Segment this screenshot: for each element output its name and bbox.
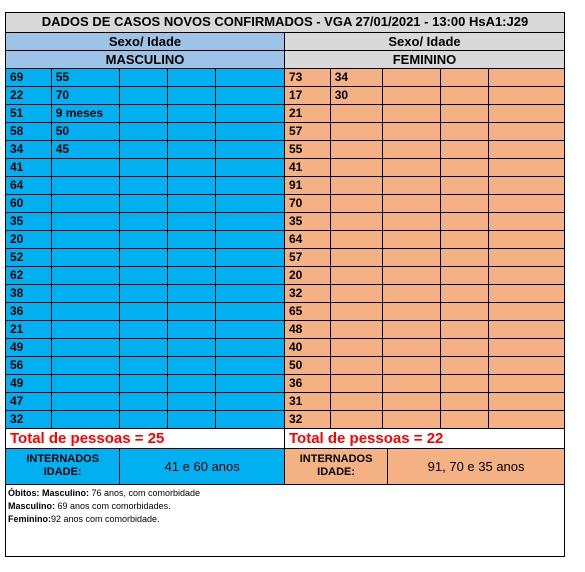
empty-cell <box>216 411 285 429</box>
empty-cell <box>441 393 489 411</box>
sexo-idade-right: Sexo/ Idade <box>285 33 564 51</box>
masculino-age-cell <box>52 303 121 321</box>
empty-cell <box>383 141 441 159</box>
table-row <box>6 231 564 249</box>
empty-cell <box>120 123 168 141</box>
empty-cell <box>441 411 489 429</box>
table-row <box>6 285 564 303</box>
masculino-age-cell: 47 <box>6 393 52 411</box>
empty-cell <box>441 177 489 195</box>
empty-cell <box>383 393 441 411</box>
feminino-age-cell <box>331 249 383 267</box>
empty-cell <box>441 123 489 141</box>
empty-cell <box>216 159 285 177</box>
feminino-age-cell <box>331 375 383 393</box>
internados-value-left: 41 e 60 anos <box>120 449 285 485</box>
masculino-age-cell: 38 <box>6 285 52 303</box>
feminino-age-cell: 31 <box>285 393 331 411</box>
masculino-age-cell: 69 <box>6 69 52 87</box>
empty-cell <box>489 177 564 195</box>
empty-cell <box>441 267 489 285</box>
empty-cell <box>441 195 489 213</box>
feminino-age-cell <box>331 285 383 303</box>
empty-cell <box>383 123 441 141</box>
empty-cell <box>383 357 441 375</box>
masculino-age-cell: 56 <box>6 357 52 375</box>
feminino-age-cell <box>331 411 383 429</box>
empty-cell <box>216 177 285 195</box>
internados-label-left-text: INTERNADOS IDADE: <box>26 453 100 478</box>
table-row <box>6 321 564 339</box>
empty-cell <box>489 249 564 267</box>
report-title: DADOS DE CASOS NOVOS CONFIRMADOS - VGA 27/01/2021 - 13:00 HsA1:J29 <box>6 13 564 33</box>
feminino-age-cell: 57 <box>285 123 331 141</box>
masculino-age-cell: 20 <box>6 231 52 249</box>
note-feminino <box>8 513 564 526</box>
empty-cell <box>168 159 216 177</box>
empty-cell <box>120 177 168 195</box>
empty-cell <box>489 69 564 87</box>
masculino-age-cell: 62 <box>6 267 52 285</box>
sexo-idade-row <box>6 33 564 51</box>
empty-cell <box>120 231 168 249</box>
empty-cell <box>383 321 441 339</box>
empty-cell <box>489 141 564 159</box>
masculino-age-cell <box>52 357 121 375</box>
empty-cell <box>168 393 216 411</box>
empty-cell <box>489 393 564 411</box>
data-rows <box>6 69 564 429</box>
feminino-age-cell <box>331 159 383 177</box>
table-row <box>6 393 564 411</box>
masculino-age-cell: 36 <box>6 303 52 321</box>
masculino-age-cell: 58 <box>6 123 52 141</box>
masculino-age-cell: 49 <box>6 375 52 393</box>
empty-cell <box>216 339 285 357</box>
empty-cell <box>216 321 285 339</box>
empty-cell <box>441 231 489 249</box>
empty-cell <box>489 159 564 177</box>
empty-cell <box>120 339 168 357</box>
notes <box>6 485 564 526</box>
empty-cell <box>489 303 564 321</box>
note-masc-text: 69 anos com comorbidades. <box>55 501 171 511</box>
empty-cell <box>168 285 216 303</box>
feminino-age-cell <box>331 105 383 123</box>
feminino-age-cell: 48 <box>285 321 331 339</box>
empty-cell <box>489 411 564 429</box>
cases-table <box>5 12 565 557</box>
empty-cell <box>383 285 441 303</box>
feminino-age-cell: 20 <box>285 267 331 285</box>
empty-cell <box>383 213 441 231</box>
feminino-age-cell <box>331 267 383 285</box>
masculino-age-cell: 60 <box>6 195 52 213</box>
empty-cell <box>168 375 216 393</box>
empty-cell <box>383 69 441 87</box>
table-row <box>6 339 564 357</box>
empty-cell <box>441 357 489 375</box>
masculino-age-cell <box>52 231 121 249</box>
table-row <box>6 141 564 159</box>
empty-cell <box>489 375 564 393</box>
empty-cell <box>216 249 285 267</box>
empty-cell <box>120 249 168 267</box>
masculino-age-cell <box>52 339 121 357</box>
empty-cell <box>383 177 441 195</box>
empty-cell <box>441 339 489 357</box>
empty-cell <box>120 321 168 339</box>
empty-cell <box>216 267 285 285</box>
empty-cell <box>441 375 489 393</box>
empty-cell <box>383 231 441 249</box>
empty-cell <box>120 375 168 393</box>
feminino-age-cell: 32 <box>285 285 331 303</box>
empty-cell <box>120 393 168 411</box>
empty-cell <box>216 375 285 393</box>
empty-cell <box>168 303 216 321</box>
empty-cell <box>168 141 216 159</box>
feminino-age-cell <box>331 195 383 213</box>
empty-cell <box>168 105 216 123</box>
feminino-age-cell <box>331 177 383 195</box>
feminino-age-cell: 50 <box>285 357 331 375</box>
empty-cell <box>120 195 168 213</box>
empty-cell <box>383 159 441 177</box>
masculino-age-cell: 64 <box>6 177 52 195</box>
feminino-total: Total de pessoas = 22 <box>285 429 564 449</box>
feminino-age-cell <box>331 141 383 159</box>
empty-cell <box>441 303 489 321</box>
empty-cell <box>168 249 216 267</box>
masculino-age-cell: 55 <box>52 69 121 87</box>
feminino-age-cell: 73 <box>285 69 331 87</box>
masculino-age-cell: 45 <box>52 141 121 159</box>
masculino-age-cell <box>52 375 121 393</box>
masculino-age-cell: 51 <box>6 105 52 123</box>
empty-cell <box>383 87 441 105</box>
empty-cell <box>168 87 216 105</box>
table-row <box>6 357 564 375</box>
table-row <box>6 375 564 393</box>
internados-label-left <box>6 449 120 485</box>
empty-cell <box>120 411 168 429</box>
table-row <box>6 159 564 177</box>
empty-cell <box>168 321 216 339</box>
feminino-age-cell: 70 <box>285 195 331 213</box>
empty-cell <box>168 411 216 429</box>
note-fem-text: 92 anos com comorbidade. <box>51 514 160 524</box>
masculino-age-cell <box>52 159 121 177</box>
masculino-age-cell <box>52 213 121 231</box>
empty-cell <box>489 285 564 303</box>
feminino-age-cell: 32 <box>285 411 331 429</box>
empty-cell <box>441 213 489 231</box>
feminino-age-cell <box>331 213 383 231</box>
empty-cell <box>168 339 216 357</box>
empty-cell <box>216 195 285 213</box>
masculino-total: Total de pessoas = 25 <box>6 429 285 449</box>
empty-cell <box>120 213 168 231</box>
empty-cell <box>441 285 489 303</box>
empty-cell <box>489 231 564 249</box>
table-row <box>6 303 564 321</box>
feminino-age-cell: 35 <box>285 213 331 231</box>
note-obitos-label: Óbitos: Masculino: <box>8 488 89 498</box>
internados-label-right <box>285 449 388 485</box>
table-row <box>6 123 564 141</box>
gender-header-row <box>6 51 564 69</box>
masculino-header: MASCULINO <box>6 51 285 69</box>
empty-cell <box>383 375 441 393</box>
masculino-age-cell <box>52 195 121 213</box>
table-row <box>6 195 564 213</box>
feminino-age-cell <box>331 123 383 141</box>
table-row <box>6 267 564 285</box>
empty-cell <box>216 69 285 87</box>
empty-cell <box>489 213 564 231</box>
feminino-age-cell <box>331 303 383 321</box>
masculino-age-cell: 35 <box>6 213 52 231</box>
empty-cell <box>216 123 285 141</box>
feminino-age-cell: 65 <box>285 303 331 321</box>
empty-cell <box>168 357 216 375</box>
empty-cell <box>489 87 564 105</box>
empty-cell <box>168 177 216 195</box>
empty-cell <box>120 87 168 105</box>
empty-cell <box>441 141 489 159</box>
empty-cell <box>216 213 285 231</box>
table-row <box>6 213 564 231</box>
empty-cell <box>489 195 564 213</box>
feminino-age-cell: 36 <box>285 375 331 393</box>
masculino-age-cell <box>52 267 121 285</box>
feminino-age-cell: 41 <box>285 159 331 177</box>
table-row <box>6 177 564 195</box>
empty-cell <box>383 339 441 357</box>
table-row <box>6 69 564 87</box>
feminino-age-cell: 34 <box>331 69 383 87</box>
empty-cell <box>168 231 216 249</box>
empty-cell <box>383 105 441 123</box>
masculino-age-cell <box>52 285 121 303</box>
masculino-age-cell: 22 <box>6 87 52 105</box>
empty-cell <box>441 69 489 87</box>
empty-cell <box>216 393 285 411</box>
internados-row <box>6 449 564 485</box>
empty-cell <box>441 105 489 123</box>
empty-cell <box>216 357 285 375</box>
empty-cell <box>441 321 489 339</box>
feminino-age-cell: 64 <box>285 231 331 249</box>
masculino-age-cell: 34 <box>6 141 52 159</box>
feminino-age-cell: 91 <box>285 177 331 195</box>
note-fem-label: Feminino: <box>8 514 51 524</box>
empty-cell <box>383 195 441 213</box>
empty-cell <box>383 267 441 285</box>
empty-cell <box>120 69 168 87</box>
feminino-header: FEMININO <box>285 51 564 69</box>
feminino-age-cell <box>331 357 383 375</box>
masculino-age-cell <box>52 249 121 267</box>
empty-cell <box>441 87 489 105</box>
empty-cell <box>120 267 168 285</box>
masculino-age-cell: 49 <box>6 339 52 357</box>
masculino-age-cell: 21 <box>6 321 52 339</box>
empty-cell <box>216 87 285 105</box>
empty-cell <box>383 303 441 321</box>
empty-cell <box>168 267 216 285</box>
feminino-age-cell: 57 <box>285 249 331 267</box>
feminino-age-cell: 55 <box>285 141 331 159</box>
feminino-age-cell <box>331 231 383 249</box>
totals-row <box>6 429 564 449</box>
empty-cell <box>168 123 216 141</box>
empty-cell <box>441 159 489 177</box>
note-obitos-text: 76 anos, com comorbidade <box>89 488 201 498</box>
note-masc-label: Masculino: <box>8 501 56 511</box>
internados-value-right: 91, 70 e 35 anos <box>388 449 564 485</box>
empty-cell <box>489 123 564 141</box>
empty-cell <box>120 303 168 321</box>
empty-cell <box>216 285 285 303</box>
empty-cell <box>120 141 168 159</box>
empty-cell <box>216 141 285 159</box>
empty-cell <box>489 339 564 357</box>
empty-cell <box>489 357 564 375</box>
feminino-age-cell <box>331 339 383 357</box>
masculino-age-cell <box>52 177 121 195</box>
empty-cell <box>168 195 216 213</box>
masculino-age-cell: 32 <box>6 411 52 429</box>
masculino-age-cell: 41 <box>6 159 52 177</box>
empty-cell <box>383 249 441 267</box>
empty-cell <box>120 105 168 123</box>
empty-cell <box>120 159 168 177</box>
empty-cell <box>489 321 564 339</box>
empty-cell <box>168 69 216 87</box>
empty-cell <box>120 285 168 303</box>
masculino-age-cell: 50 <box>52 123 121 141</box>
empty-cell <box>168 213 216 231</box>
feminino-age-cell: 21 <box>285 105 331 123</box>
empty-cell <box>383 411 441 429</box>
masculino-age-cell <box>52 321 121 339</box>
empty-cell <box>216 303 285 321</box>
masculino-age-cell <box>52 393 121 411</box>
feminino-age-cell: 40 <box>285 339 331 357</box>
masculino-age-cell: 9 meses <box>52 105 121 123</box>
internados-label-right-text: INTERNADOS IDADE: <box>299 453 373 478</box>
masculino-age-cell: 70 <box>52 87 121 105</box>
table-row <box>6 249 564 267</box>
empty-cell <box>489 267 564 285</box>
feminino-age-cell <box>331 321 383 339</box>
empty-cell <box>120 357 168 375</box>
empty-cell <box>216 105 285 123</box>
masculino-age-cell: 52 <box>6 249 52 267</box>
empty-cell <box>216 231 285 249</box>
sexo-idade-left: Sexo/ Idade <box>6 33 285 51</box>
table-row <box>6 87 564 105</box>
table-row <box>6 411 564 429</box>
feminino-age-cell <box>331 393 383 411</box>
table-row <box>6 105 564 123</box>
empty-cell <box>489 105 564 123</box>
masculino-age-cell <box>52 411 121 429</box>
feminino-age-cell: 17 <box>285 87 331 105</box>
note-obitos <box>8 487 564 500</box>
note-masculino <box>8 500 564 513</box>
empty-cell <box>441 249 489 267</box>
feminino-age-cell: 30 <box>331 87 383 105</box>
